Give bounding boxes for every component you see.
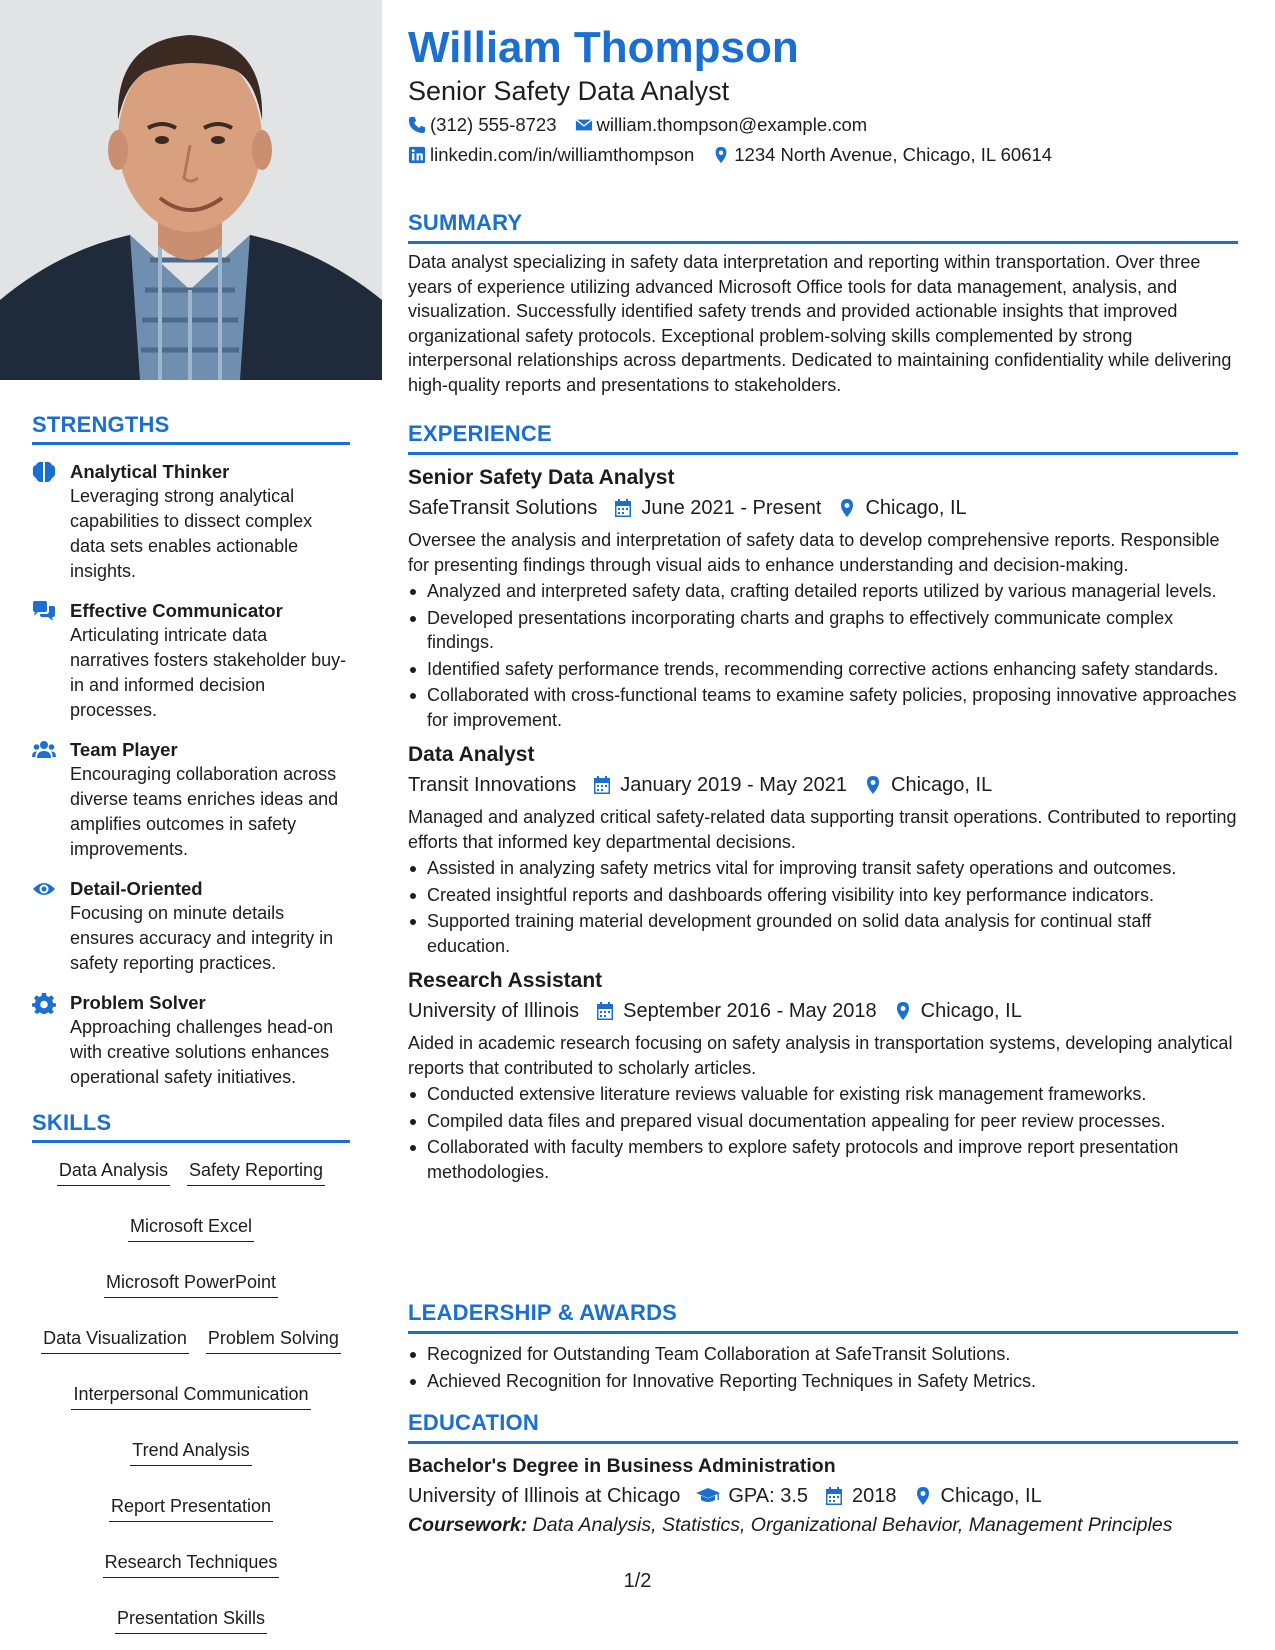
skill-tag: Presentation Skills bbox=[115, 1606, 267, 1634]
strength-description: Articulating intricate data narratives fosters stakeholder buy-in and informed decision processes. bbox=[70, 625, 347, 720]
strength-title: Detail-Oriented bbox=[70, 878, 203, 899]
job-description: Aided in academic research focusing on safety analysis in transportation systems, developing analytical reports that contributed to scholarly articles. bbox=[408, 1033, 1233, 1078]
job-bullet: Assisted in analyzing safety metrics vital for improving transit safety operations and outcomes. bbox=[408, 856, 1238, 881]
job-meta bbox=[408, 493, 1238, 523]
job-bullet: Collaborated with faculty members to explore safety protocols and improve report presentation methodologies. bbox=[408, 1135, 1238, 1184]
job-dates bbox=[613, 493, 821, 523]
job-dates-text: September 2016 - May 2018 bbox=[623, 1000, 877, 1022]
job-company: SafeTransit Solutions bbox=[408, 497, 598, 519]
strength-title: Team Player bbox=[70, 739, 178, 760]
strength-item bbox=[32, 876, 350, 976]
phone-text: (312) 555-8723 bbox=[430, 114, 557, 135]
skill-tag: Interpersonal Communication bbox=[71, 1382, 310, 1410]
page-number: 1/2 bbox=[623, 1570, 652, 1592]
contact-row-1 bbox=[408, 113, 885, 137]
job-title: Data Analyst bbox=[408, 743, 535, 766]
strength-item bbox=[32, 737, 350, 862]
candidate-title: Senior Safety Data Analyst bbox=[408, 76, 730, 106]
job-bullet: Compiled data files and prepared visual documentation appealing for peer review processes. bbox=[408, 1109, 1238, 1134]
job-bullet: Collaborated with cross-functional teams to examine safety policies, proposing innovative approaches for improvement. bbox=[408, 683, 1238, 732]
strength-title: Problem Solver bbox=[70, 992, 206, 1013]
summary-heading: SUMMARY bbox=[408, 210, 1238, 244]
linkedin-text: linkedin.com/in/williamthompson bbox=[430, 144, 695, 165]
job-bullet: Analyzed and interpreted safety data, crafting detailed reports utilized by various managerial levels. bbox=[408, 579, 1238, 604]
award-item: Recognized for Outstanding Team Collaboration at SafeTransit Solutions. bbox=[408, 1342, 1238, 1367]
job-bullets bbox=[408, 579, 1238, 732]
job-location-text: Chicago, IL bbox=[920, 1000, 1022, 1022]
gpa bbox=[696, 1481, 808, 1511]
email-contact[interactable] bbox=[575, 113, 868, 137]
job-bullet: Supported training material development grounded on solid data analysis for continual staff education. bbox=[408, 909, 1238, 958]
job-location bbox=[837, 493, 966, 523]
strength-title: Effective Communicator bbox=[70, 600, 283, 621]
job-location-text: Chicago, IL bbox=[865, 497, 967, 519]
linkedin-contact[interactable] bbox=[408, 143, 694, 167]
skill-tag: Report Presentation bbox=[109, 1494, 273, 1522]
skill-tag: Safety Reporting bbox=[187, 1158, 325, 1186]
skill-tag: Microsoft PowerPoint bbox=[104, 1270, 278, 1298]
strength-description: Focusing on minute details ensures accuracy and integrity in safety reporting practices. bbox=[70, 903, 334, 973]
school-location-text: Chicago, IL bbox=[940, 1485, 1042, 1507]
sidebar bbox=[0, 0, 382, 1650]
eye-icon bbox=[32, 876, 70, 976]
summary-section bbox=[408, 210, 1238, 397]
job-meta bbox=[408, 996, 1238, 1026]
map-pin-icon bbox=[837, 498, 857, 518]
skill-tag: Data Visualization bbox=[41, 1326, 189, 1354]
job-description: Managed and analyzed critical safety-related data supporting transit operations. Contributed to reporting efforts that informed key departmental decisions. bbox=[408, 807, 1237, 852]
gear-icon bbox=[32, 990, 70, 1090]
skills-heading: SKILLS bbox=[32, 1110, 350, 1143]
leadership-section bbox=[408, 1300, 1238, 1395]
job-location-text: Chicago, IL bbox=[891, 774, 993, 796]
brain-icon bbox=[32, 459, 70, 584]
users-icon bbox=[32, 737, 70, 862]
experience-section bbox=[408, 421, 1238, 1186]
gpa-text: GPA: 3.5 bbox=[728, 1485, 809, 1507]
strength-item bbox=[32, 990, 350, 1090]
profile-photo bbox=[0, 0, 382, 380]
skill-tag: Problem Solving bbox=[206, 1326, 341, 1354]
job-dates bbox=[595, 996, 877, 1026]
skill-tag: Data Analysis bbox=[57, 1158, 170, 1186]
job-bullet: Identified safety performance trends, recommending corrective actions enhancing safety standards. bbox=[408, 657, 1238, 682]
skills-list bbox=[32, 1143, 350, 1634]
job-bullet: Conducted extensive literature reviews valuable for existing risk management frameworks. bbox=[408, 1082, 1238, 1107]
job-bullets bbox=[408, 1082, 1238, 1184]
job-company: Transit Innovations bbox=[408, 774, 577, 796]
school-location bbox=[913, 1481, 1042, 1511]
calendar-icon bbox=[824, 1486, 844, 1506]
coursework bbox=[408, 1511, 1238, 1539]
award-item: Achieved Recognition for Innovative Reporting Techniques in Safety Metrics. bbox=[408, 1369, 1238, 1394]
map-pin-icon bbox=[712, 146, 730, 164]
education-meta bbox=[408, 1481, 1238, 1511]
skill-tag: Research Techniques bbox=[103, 1550, 280, 1578]
job-entry bbox=[408, 741, 1238, 958]
skill-tag: Microsoft Excel bbox=[128, 1214, 254, 1242]
skills-section bbox=[32, 1110, 350, 1634]
year-text: 2018 bbox=[852, 1485, 897, 1507]
envelope-icon bbox=[575, 116, 593, 134]
coursework-text: Data Analysis, Statistics, Organizational Behavior, Management Principles bbox=[532, 1514, 1173, 1536]
graduation-cap-icon bbox=[696, 1486, 720, 1506]
strength-item bbox=[32, 598, 350, 723]
strengths-heading: STRENGTHS bbox=[32, 412, 350, 445]
job-bullets bbox=[408, 856, 1238, 958]
calendar-icon bbox=[592, 775, 612, 795]
strength-title: Analytical Thinker bbox=[70, 461, 230, 482]
linkedin-icon bbox=[408, 146, 426, 164]
map-pin-icon bbox=[863, 775, 883, 795]
job-dates-text: June 2021 - Present bbox=[641, 497, 822, 519]
portrait-illustration bbox=[0, 0, 382, 380]
job-meta bbox=[408, 770, 1238, 800]
strength-item bbox=[32, 459, 350, 584]
education-section bbox=[408, 1410, 1238, 1539]
degree-title: Bachelor's Degree in Business Administration bbox=[408, 1455, 836, 1477]
job-description: Oversee the analysis and interpretation of safety data to develop comprehensive reports. Responsible for presenting findings through visual aids to enhance understanding and decision-making. bbox=[408, 530, 1220, 575]
comments-icon bbox=[32, 598, 70, 723]
address-contact bbox=[712, 143, 1052, 167]
job-location bbox=[863, 770, 992, 800]
address-text: 1234 North Avenue, Chicago, IL 60614 bbox=[734, 144, 1053, 165]
strength-description: Leveraging strong analytical capabilities to dissect complex data sets enables actionable insights. bbox=[70, 486, 313, 581]
job-location bbox=[893, 996, 1022, 1026]
summary-text: Data analyst specializing in safety data interpretation and reporting within transportation. Over three years of experience utilizing advanced Microsoft Office tools for data management, analysis, and visualization. Successfully identified safety trends and provided actionable insights that improved organizational safety protocols. Exceptional problem-solving skills complemented by strong interpersonal relationships across departments. Dedicated to maintaining confidentiality while delivering high-quality reports and presentations to stakeholders. bbox=[408, 252, 1232, 395]
skill-tag: Trend Analysis bbox=[130, 1438, 251, 1466]
graduation-year bbox=[824, 1481, 897, 1511]
phone-contact[interactable] bbox=[408, 113, 557, 137]
strength-description: Encouraging collaboration across diverse teams enriches ideas and amplifies outcomes in safety improvements. bbox=[70, 764, 339, 859]
job-company: University of Illinois bbox=[408, 1000, 580, 1022]
job-dates bbox=[592, 770, 847, 800]
email-text: william.thompson@example.com bbox=[596, 114, 868, 135]
leadership-heading: LEADERSHIP & AWARDS bbox=[408, 1300, 1238, 1334]
education-heading: EDUCATION bbox=[408, 1410, 1238, 1444]
map-pin-icon bbox=[893, 1001, 913, 1021]
job-dates-text: January 2019 - May 2021 bbox=[620, 774, 848, 796]
calendar-icon bbox=[595, 1001, 615, 1021]
job-title: Research Assistant bbox=[408, 969, 603, 992]
coursework-label: Coursework: bbox=[408, 1514, 528, 1536]
school-name: University of Illinois at Chicago bbox=[408, 1485, 681, 1507]
strengths-section bbox=[32, 412, 350, 1090]
map-pin-icon bbox=[913, 1486, 933, 1506]
job-bullet: Created insightful reports and dashboards offering visibility into key performance indicators. bbox=[408, 883, 1238, 908]
job-entry bbox=[408, 464, 1238, 732]
contact-row-2 bbox=[408, 143, 1070, 167]
phone-icon bbox=[408, 116, 426, 134]
job-entry bbox=[408, 967, 1238, 1184]
experience-heading: EXPERIENCE bbox=[408, 421, 1238, 455]
job-title: Senior Safety Data Analyst bbox=[408, 466, 675, 489]
calendar-icon bbox=[613, 498, 633, 518]
strength-description: Approaching challenges head-on with creative solutions enhances operational safety initiatives. bbox=[70, 1017, 334, 1087]
job-bullet: Developed presentations incorporating charts and graphs to effectively communicate complex findings. bbox=[408, 606, 1238, 655]
awards-list bbox=[408, 1342, 1238, 1393]
candidate-name: William Thompson bbox=[408, 23, 799, 72]
